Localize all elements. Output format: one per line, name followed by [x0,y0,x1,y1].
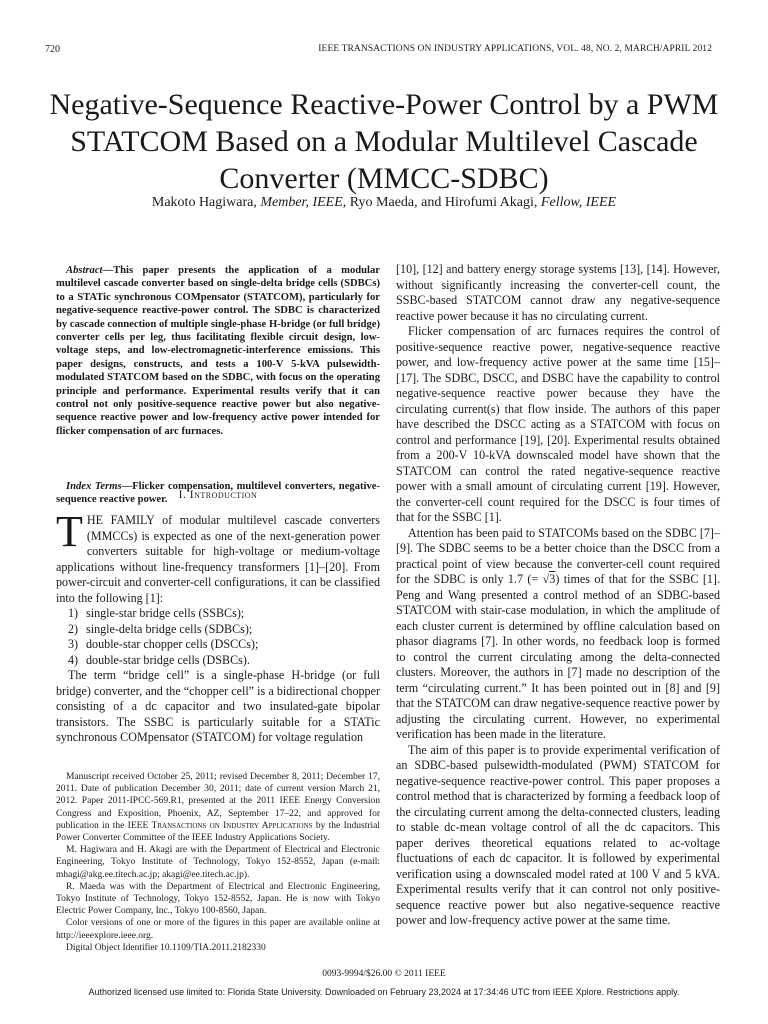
right-paragraph-2b: times of that for the SSBC [1]. Peng and Wang presented a control method of an SDBC-based STATCOM with stair-case modulation, in which the amplitude of each cluster current is determined by offline calculation based on phasor diagrams [7]. In other words, no feedback loop is formed to control the current circulating among the delta-connected clusters. Moreover, the authors in [7] made no description of the term “circulating current.” It has been pointed out in [8] and [9] that the STATCOM can draw negative-sequence reactive power by adjusting the circulating current. However, no experimental verification has been made in the literature. [396,572,720,741]
section-number: I. [178,489,190,501]
footnote-manuscript [56,771,380,844]
sqrt-radicand: 3 [549,572,556,586]
list-item [68,653,380,669]
author-line [40,195,728,211]
section-title: Introduction [189,489,258,501]
right-paragraph-2a: Attention has been paid to STATCOMs based on the SDBC [7]–[9]. The SDBC seems to be a better choice than the DSCC from a practical point of view because the converter-cell count required for the SDBC is only 1.7 ( [396,525,720,586]
drop-cap: T [56,507,83,556]
running-head: IEEE TRANSACTIONS ON INDUSTRY APPLICATIONS, VOL. 48, NO. 2, MARCH/APRIL 2012 [318,44,712,54]
list-text: double-star bridge cells (DSBCs). [86,652,250,667]
list-item [68,637,380,653]
list-text: single-star bridge cells (SSBCs); [86,606,245,620]
abstract [56,264,380,438]
list-number: 4) [68,652,79,667]
section-heading [56,489,380,501]
footnote-affiliation-1: M. Hagiwara and H. Akagi are with the Department of Electrical and Electronic Engineering, Tokyo Institute of Technology, Tokyo 152-8552, Japan (e-mail: mhagi@akg.ee.titech.ac.jp; akagi@ee.titech.ac.jp). [56,845,380,880]
list-text: single-delta bridge cells (SDBCs); [86,621,253,636]
footnote-doi: Digital Object Identifier 10.1109/TIA.2011.2182330 [66,942,266,953]
intro-paragraph-1-text: HE FAMILY of modular multilevel cascade converters (MMCCs) is expected as one of the next-generation power converters suitable for high-voltage or medium-voltage applications without line-frequency transformers [1]–[20]. From power-circuit and converter-cell configurations, it can be classified into the following [1]: [56,513,380,605]
right-paragraph-3: The aim of this paper is to provide experimental verification of an SDBC-based pulsewidth-modulated (PWM) STATCOM for negative-sequence reactive-power control. This paper proposes a control method that is characterized by forming a feedback loop of the circulating current among the delta-connected clusters, leading to stable dc-mean voltage control of all the dc capacitors. This paper derives theoretical equations related to ac-voltage fluctuations of each dc capacitor. It is followed by experimental verification using a downscaled model rated at 100 V and 5 kVA. Experimental results verify that it can control not only positive-sequence reactive power but also negative-sequence reactive power and low-frequency active power at the same time. [396,742,720,927]
list-number: 2) [68,621,79,636]
author-1: Makoto Hagiwara, [151,195,261,210]
right-paragraph-0: [10], [12] and battery energy storage systems [13], [14]. However, without significantly increasing the converter-cell count, the SSBC-based STATCOM cannot draw any negative-sequence reactive power because it has no circulating current. [396,262,720,323]
index-terms-body: —Flicker compensation, multilevel converters, negative-sequence reactive power. [56,481,380,506]
abstract-body: —This paper presents the application of a modular multilevel cascade converter based on single-delta bridge cells (SDBCs) to a STATic synchronous COMpensator (STATCOM), particularly for negative-sequence reactive-power control. The SDBC is characterized by cascade connection of multiple single-phase H-bridge (or full bridge) converter cells per leg, thus facilitating flexible circuit design, low-voltage steps, and low-electromagnetic-interference emissions. This paper designs, constructs, and tests a 100-V 5-kVA pulsewidth-modulated STATCOM based on the SDBC, with focus on the operating principle and performance. Experimental results verify that it can control not only positive-sequence reactive power but also negative-sequence reactive power and low-frequency active power intended for flicker compensation of arc furnaces. [56,265,380,437]
sqrt-close: ) [555,572,560,586]
footnote-affiliation-2: R. Maeda was with the Department of Electrical and Electronic Engineering, Tokyo Institute of Technology, Tokyo 152-8552, Japan. He is now with Tokyo Electric Power Company, Inc., Tokyo 100-8560, Japan. [56,881,380,917]
right-paragraph-2 [396,526,720,743]
sqrt-expression [531,572,559,586]
sqrt-symbol: = √ [531,572,550,586]
classification-list [56,606,380,668]
author-3-affiliation: Fellow, IEEE [540,195,617,210]
paper-title: Negative-Sequence Reactive-Power Control by a PWM STATCOM Based on a Modular Multilevel Cascade Converter (MMCC-SDBC) [49,88,719,195]
page-number: 720 [45,44,60,55]
footnote-manuscript-text: Manuscript received October 25, 2011; revised December 8, 2011; December 17, 2011. Date of publication December 30, 2011; date of current version March 21, 2012. Paper 2011-IPCC-569.R1, presented at the 2011 IEEE Energy Conversion Congress and Exposition, Phoenix, AZ, September 17–22, and approved for publication in the IEEE [56,772,380,831]
journal-name: Transactions on Industry Applications [151,820,313,831]
footnote-color-figures: Color versions of one or more of the figures in this paper are available online at http://ieeexplore.ieee.org. [56,918,380,941]
right-paragraph-1: Flicker compensation of arc furnaces requires the control of positive-sequence reactive power, negative-sequence reactive power, and low-frequency active power at the same time [15]–[17]. The SDBC, DSCC, and DSBC have the capability to control negative-sequence reactive power because they have the circulating current(s) that flow inside. The authors of this paper have described the DSCC acting as a STATCOM with focus on control and performance [19], [20]. Experimental results obtained from a 200-V 10-kVA downscaled model have shown that the STATCOM can control the rated negative-sequence reactive power with a small amount of circulating current [19]. However, the converter-cell count required for the DSCC is four times of that for the SSBC [1]. [396,324,720,524]
author-1-affiliation: Member, IEEE [260,195,343,210]
license-notice: Authorized licensed use limited to: Florida State University. Downloaded on February 23,2024 at 17:34:46 UTC from IEEE Xplore. Restrictions apply. [88,987,680,997]
footnote-manuscript-end: by the Industrial Power Converter Committee of the IEEE Industry Applications Society. [56,820,380,844]
abstract-lead: Abstract [66,265,103,276]
index-terms-lead: Index Terms [66,481,122,492]
author-2-3: , Ryo Maeda, and Hirofumi Akagi, [342,195,541,210]
intro-paragraph-1 [56,507,380,606]
list-number: 1) [68,606,79,620]
right-column [396,262,720,929]
list-item [68,606,380,622]
list-number: 3) [68,637,79,651]
list-item [68,622,380,638]
intro-paragraph-2: The term “bridge cell” is a single-phase H-bridge (or full bridge) converter, and the “chopper cell” is a bidirectional chopper consisting of a dc capacitor and two insulated-gate bipolar transistors. The SSBC is particularly suitable for a STATic synchronous COMpensator (STATCOM) for voltage regulation [56,668,380,744]
list-text: double-star chopper cells (DSCCs); [86,637,259,651]
introduction-text [56,507,380,746]
footnotes [56,771,380,954]
copyright-line: 0093-9994/$26.00 © 2011 IEEE [322,969,446,979]
